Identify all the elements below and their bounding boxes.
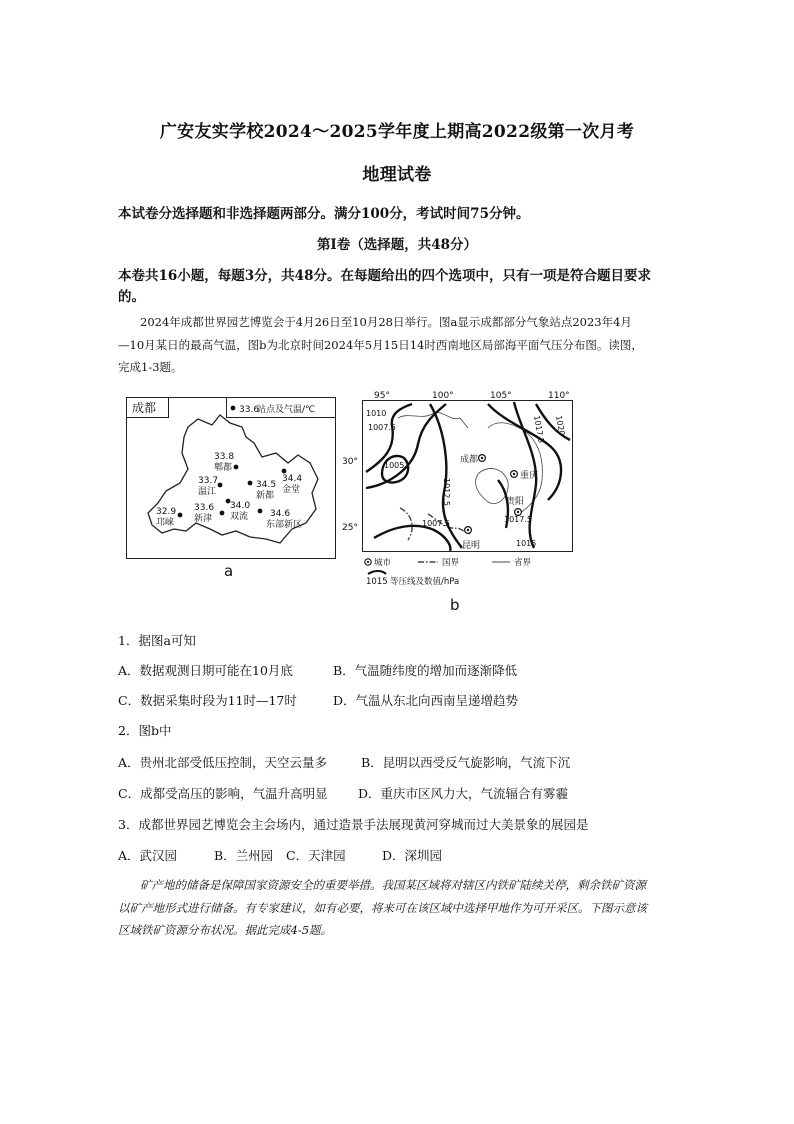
lon-label: 105° (490, 391, 512, 401)
station-temp: 33.8 (214, 452, 235, 462)
question-1-option-a[interactable]: A．数据观测日期可能在10月底 (118, 663, 293, 678)
isobar-label: 1020 (554, 414, 567, 437)
isobar-label: 1007.5 (368, 423, 396, 432)
section-title: 第Ⅰ卷（选择题，共48分） (316, 237, 478, 253)
lon-label: 100° (432, 391, 454, 401)
question-2-option-c[interactable]: C．成都受高压的影响，气温升高明显 (118, 786, 328, 801)
station-name: 金堂 (282, 485, 301, 495)
station-temp: 33.7 (198, 476, 219, 486)
question-3-option-a[interactable]: A．武汉园 (118, 848, 178, 863)
figure-b-caption: b (450, 596, 460, 614)
station-name: 新都 (256, 491, 275, 501)
exam-intro: 本试卷分选择题和非选择题两部分。满分100分，考试时间75分钟。 (118, 206, 530, 222)
question-2-option-b[interactable]: B．昆明以西受反气旋影响，气流下沉 (361, 755, 571, 770)
question-1-option-c[interactable]: C．数据采集时段为11时—17时 (118, 693, 297, 708)
station-name: 郫都 (214, 463, 233, 473)
city-label: 昆明 (462, 541, 481, 551)
lat-label: 25° (342, 523, 358, 533)
question-1-option-b[interactable]: B．气温随纬度的增加而逐渐降低 (333, 663, 518, 678)
passage2-line1: 矿产地的储备是保障国家资源安全的重要举措。我国某区域将对辖区内铁矿陆续关停，剩余铁矿资源 (140, 878, 646, 892)
isobar-label: 1015 (516, 539, 537, 548)
passage1-line2: —10月某日的最高气温，图b为北京时间2024年5月15日14时西南地区局部海平面气压分布图。读图， (118, 338, 643, 352)
station-temp: 34.6 (270, 509, 291, 519)
lon-label: 95° (374, 391, 390, 401)
figure-a (126, 397, 336, 559)
station-temp: 34.0 (230, 501, 251, 511)
question-1-option-d[interactable]: D．气温从东北向西南呈递增趋势 (333, 693, 519, 708)
lat-label: 30° (342, 457, 358, 467)
station-dot (218, 483, 223, 488)
passage1-line3: 完成1-3题。 (118, 360, 183, 374)
station-dot (282, 469, 287, 474)
station-name: 温江 (198, 487, 217, 497)
question-3-option-b[interactable]: B．兰州园 (214, 848, 274, 863)
legend-isobar-text: 等压线及数值/hPa (390, 577, 460, 587)
question-2-option-a[interactable]: A．贵州北部受低压控制，天空云量多 (118, 755, 328, 770)
section-desc-line1: 本卷共16小题，每题3分，共48分。在每题给出的四个选项中，只有一项是符合题目要求 (118, 268, 651, 284)
station-dot (248, 481, 253, 486)
passage1-line1: 2024年成都世界园艺博览会于4月26日至10月28日举行。图a显示成都部分气象站点2023年4月 (140, 315, 632, 329)
city-label: 贵阳 (506, 497, 525, 507)
station-dot (220, 511, 225, 516)
isobar-label: 1005 (384, 461, 405, 470)
legend-isobar-value: 1015 (366, 577, 388, 587)
station-dot (234, 465, 239, 470)
legend-station-value: 33.6 (239, 405, 260, 415)
question-3-option-c[interactable]: C．天津园 (286, 848, 346, 863)
question-3-stem: 3．成都世界园艺博览会主会场内，通过造景手法展现黄河穿城而过大美景象的展园是 (118, 817, 589, 832)
figure-a-region-label: 成都 (132, 401, 157, 415)
question-3-option-d[interactable]: D．深圳园 (382, 848, 443, 863)
isobar-label: 1017.5 (504, 515, 532, 524)
figure-b (338, 388, 576, 588)
legend-city-text: 城市 (374, 558, 392, 568)
station-name: 东部新区 (266, 520, 303, 530)
figure-a-map (126, 397, 336, 559)
station-temp: 32.9 (156, 507, 177, 517)
station-temp: 33.6 (194, 503, 215, 513)
station-name: 新津 (194, 514, 213, 524)
isobar-label: 1007.5 (422, 519, 450, 528)
passage2-line3: 区域铁矿资源分布状况。据此完成4-5题。 (118, 923, 333, 937)
section-desc-line2: 的。 (118, 289, 145, 305)
figure-a-caption: a (224, 562, 234, 580)
legend-station-dot (231, 406, 236, 411)
station-dot (226, 499, 231, 504)
legend-isobar-line (368, 571, 386, 574)
station-temp: 34.4 (282, 474, 303, 484)
station-dot (258, 509, 263, 514)
lon-label: 110° (548, 391, 570, 401)
isobar-label: 1017.5 (532, 414, 546, 444)
city-label: 成都 (460, 455, 479, 465)
figure-b-map (338, 388, 576, 588)
station-dot (178, 513, 183, 518)
station-name: 双流 (230, 512, 249, 522)
question-2-option-d[interactable]: D．重庆市区风力大，气流辐合有雾霾 (358, 786, 569, 801)
isobar-label: 1010 (366, 409, 387, 418)
exam-subtitle: 地理试卷 (362, 165, 432, 185)
station-temp: 34.5 (256, 480, 277, 490)
passage2-line2: 以矿产地形式进行储备。有专家建议，如有必要，将来可在该区域中选择甲地作为可开采区。下图示意该 (118, 901, 647, 915)
question-2-stem: 2．图b中 (118, 723, 172, 738)
question-1-stem: 1．据图a可知 (118, 633, 196, 648)
station-name: 邛崃 (156, 518, 175, 528)
isobar-label: 1012.5 (442, 478, 451, 506)
exam-title: 广安友实学校2024～2025学年度上期高2022级第一次月考 (159, 122, 635, 142)
legend-station-text: 站点及气温/℃ (257, 405, 316, 415)
legend-national-border-text: 国界 (442, 558, 460, 568)
legend-province-border-text: 省界 (514, 558, 532, 568)
city-label: 重庆 (520, 471, 539, 481)
